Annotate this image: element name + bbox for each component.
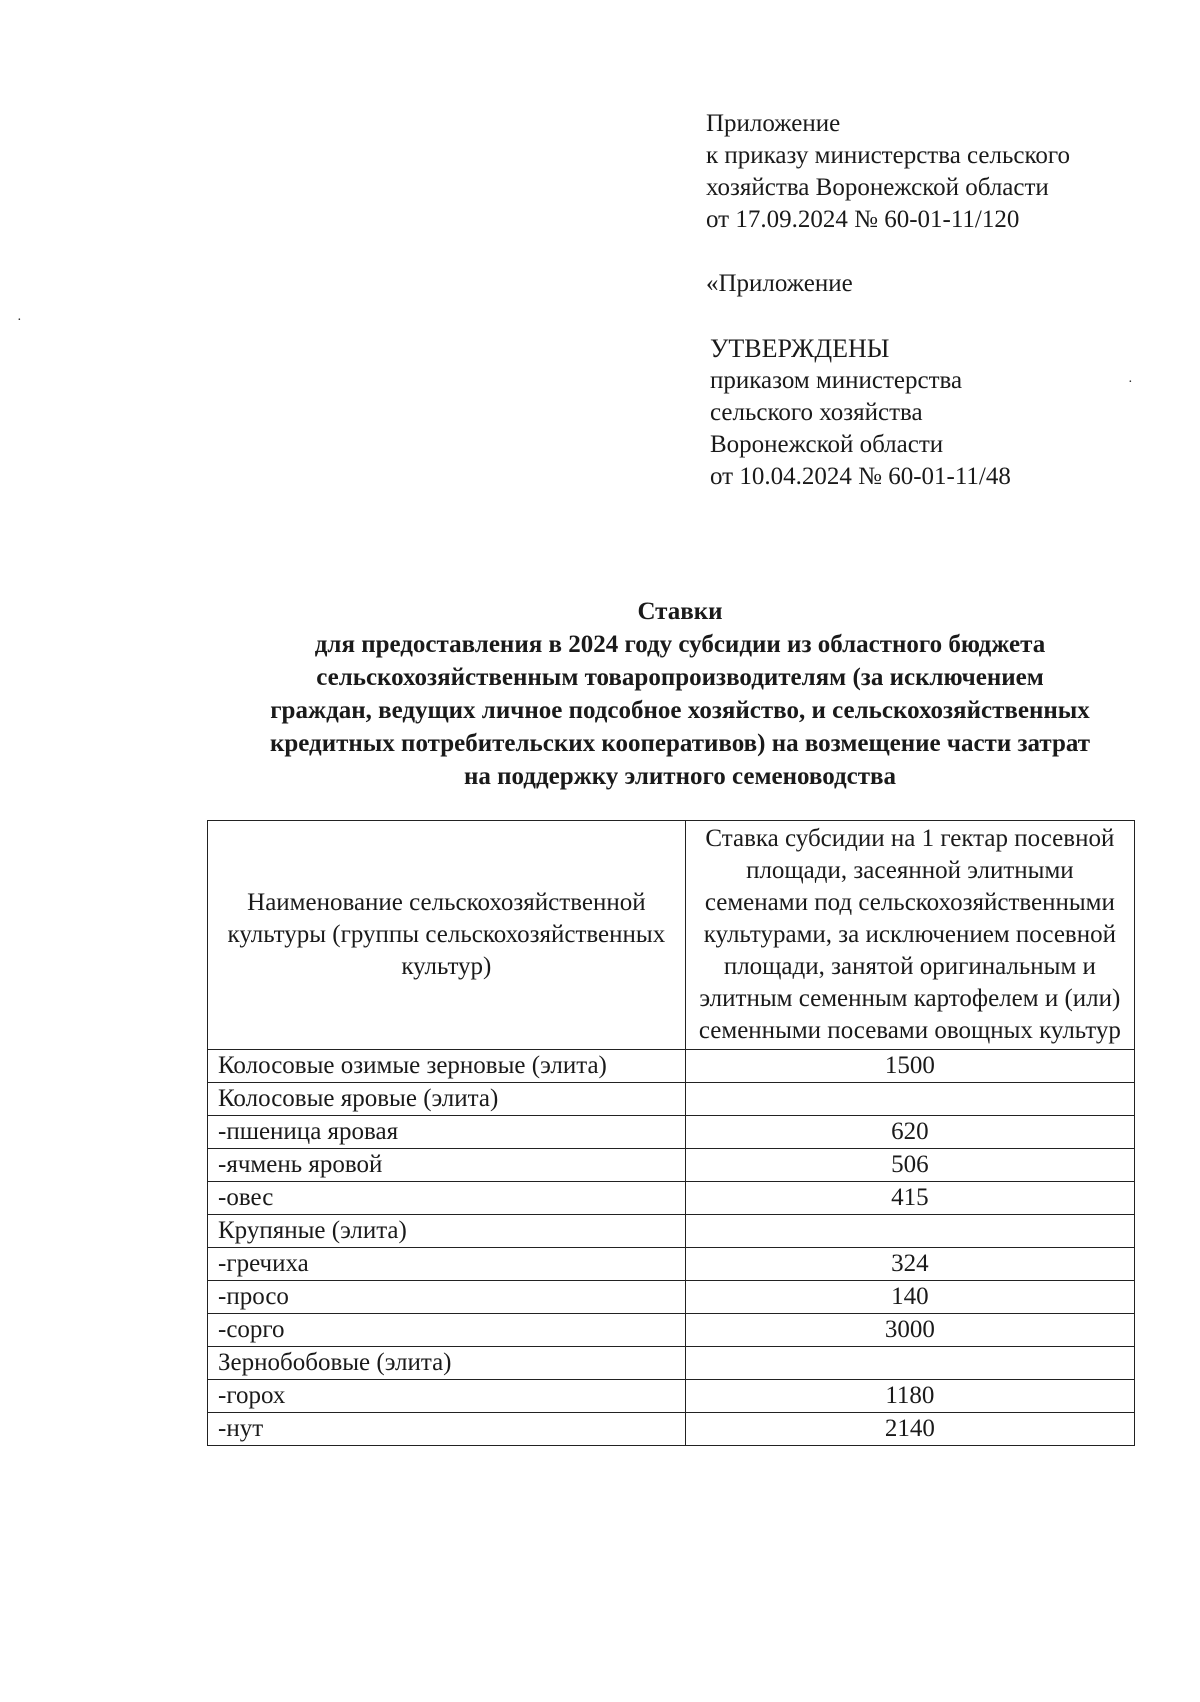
quote-appendix: «Приложение [706,270,853,297]
appendix-line: Приложение [706,110,841,137]
approved-heading: УТВЕРЖДЕНЫ [710,334,890,363]
row-crop-name: -сорго [208,1314,686,1347]
row-crop-name: -просо [208,1281,686,1314]
appendix-line: от 17.09.2024 № 60-01-11/120 [706,206,1020,233]
subsidy-rates-table [207,820,1135,1446]
table-row [208,1413,1135,1446]
row-crop-name: -горох [208,1380,686,1413]
appendix-line: хозяйства Воронежской области [706,174,1049,201]
title-line: для предоставления в 2024 году субсидии из областного бюджета [314,631,1046,658]
title-line: кредитных потребительских кооперативов) на возмещение части затрат [269,730,1091,757]
row-crop-name: Зернобобовые (элита) [208,1347,686,1380]
row-rate: 620 [685,1116,1134,1149]
row-rate: 2140 [685,1413,1134,1446]
row-crop-name: Колосовые яровые (элита) [208,1083,686,1116]
row-crop-name: -ячмень яровой [208,1149,686,1182]
approved-line: от 10.04.2024 № 60-01-11/48 [710,463,1011,490]
title-line: Ставки [637,598,723,625]
row-rate [685,1083,1134,1116]
table-row [208,1314,1135,1347]
row-rate: 1180 [685,1380,1134,1413]
table-row [208,1380,1135,1413]
table-row [208,1215,1135,1248]
table-row [208,1116,1135,1149]
approved-line: сельского хозяйства [710,399,923,426]
row-crop-name: -овес [208,1182,686,1215]
row-rate [685,1347,1134,1380]
table-row [208,1347,1135,1380]
title-line: на поддержку элитного семеноводства [463,763,897,790]
document-title [200,595,1160,793]
table-row [208,1050,1135,1083]
row-crop-name: -нут [208,1413,686,1446]
scan-speck: · [1128,375,1133,390]
table-row [208,1182,1135,1215]
row-rate: 324 [685,1248,1134,1281]
scan-speck: · [17,313,22,328]
header-rate: Ставка субсидии на 1 гектар посевной площади, засеянной элитными семенами под сельскохозяйственными культурами, за исключением посевной площади, занятой оригинальным и элитным семенным картофелем и (или) семенными посевами овощных культур [685,821,1134,1050]
appendix-line: к приказу министерства сельского [706,142,1071,169]
table-row [208,1149,1135,1182]
row-rate: 3000 [685,1314,1134,1347]
approved-line: приказом министерства [710,367,963,394]
table-row [208,1248,1135,1281]
header-crop-name: Наименование сельскохозяйственной культуры (группы сельскохозяйственных культур) [208,821,686,1050]
approved-block [710,333,1011,493]
table-header-row [208,821,1135,1050]
row-rate: 140 [685,1281,1134,1314]
row-rate: 1500 [685,1050,1134,1083]
table-row [208,1281,1135,1314]
approved-line: Воронежской области [710,431,944,458]
row-crop-name: -пшеница яровая [208,1116,686,1149]
row-crop-name: Колосовые озимые зерновые (элита) [208,1050,686,1083]
row-rate: 506 [685,1149,1134,1182]
title-line: сельскохозяйственным товаропроизводителям (за исключением [316,664,1044,691]
row-crop-name: -гречиха [208,1248,686,1281]
title-line: граждан, ведущих личное подсобное хозяйство, и сельскохозяйственных [270,697,1090,724]
appendix-block [706,108,1070,236]
row-rate [685,1215,1134,1248]
table-row [208,1083,1135,1116]
row-rate: 415 [685,1182,1134,1215]
row-crop-name: Крупяные (элита) [208,1215,686,1248]
